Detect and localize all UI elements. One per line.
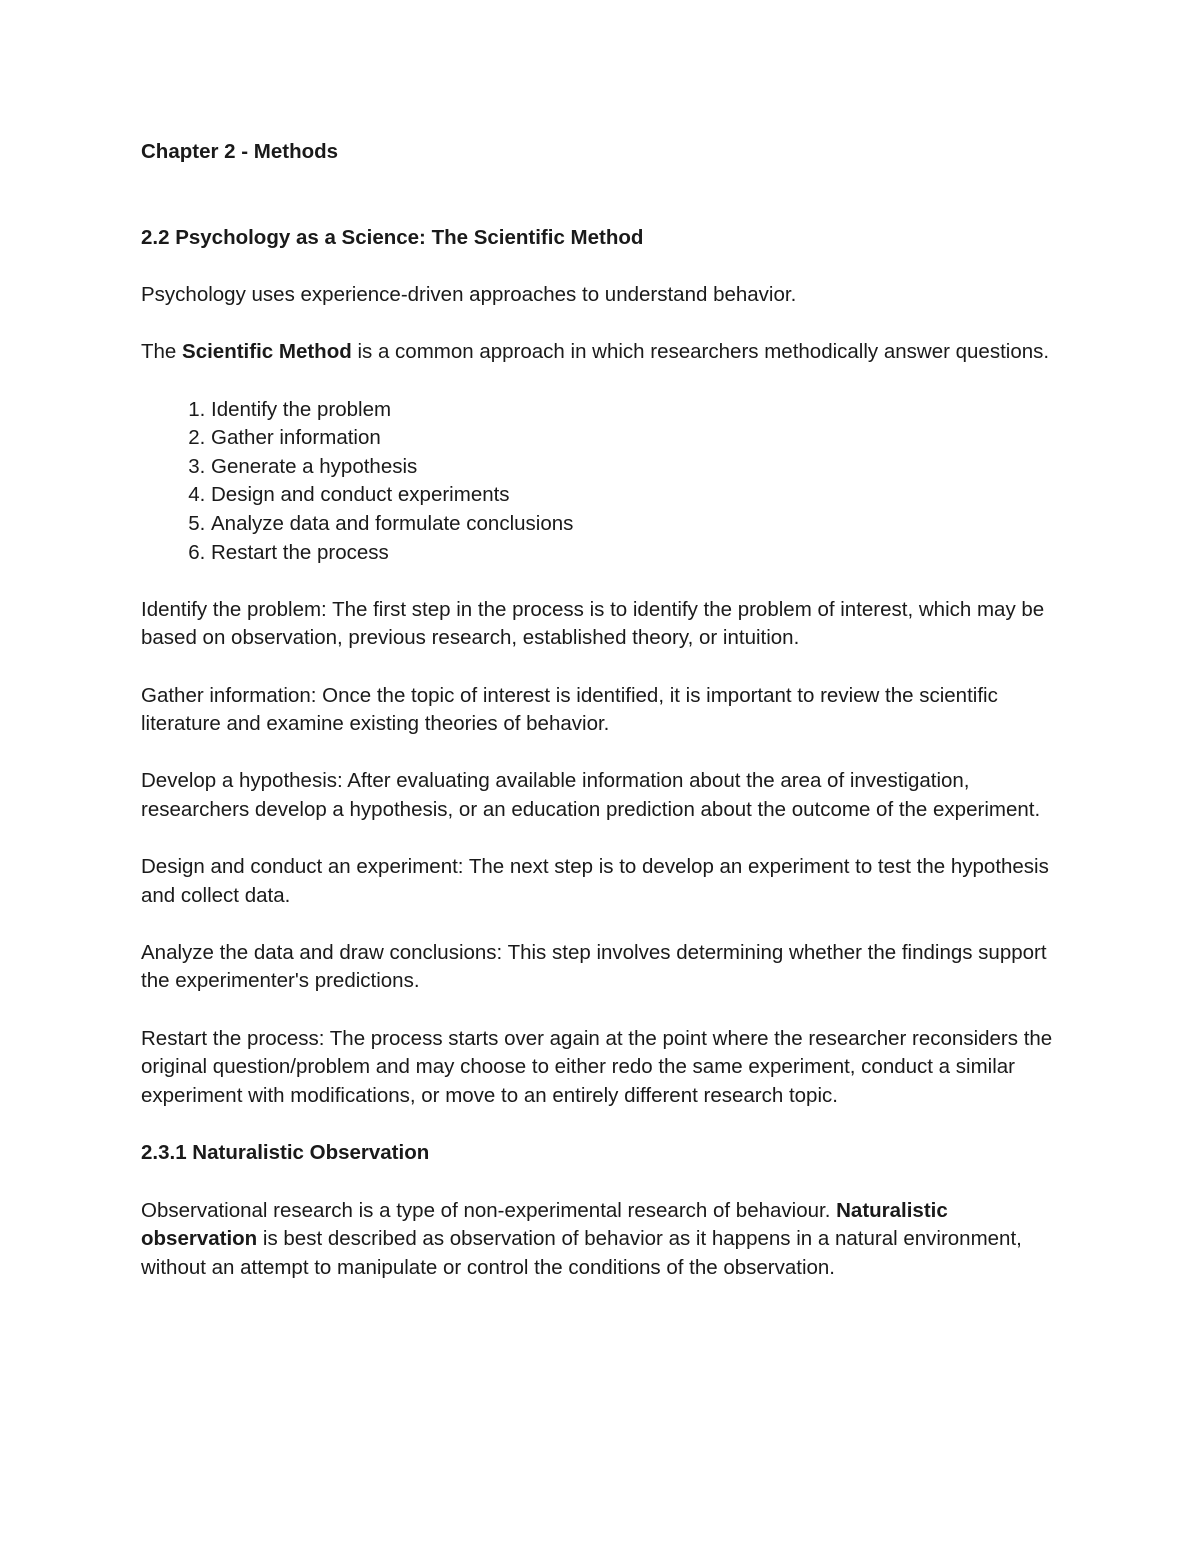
- naturalistic-observation-paragraph: [141, 1197, 1061, 1283]
- sm-pre-text: The: [141, 340, 183, 364]
- paragraph-analyze-data: Analyze the data and draw conclusions: This step involves determining whether the findings support the experimenter's predictions.: [141, 940, 1047, 993]
- intro-paragraph: Psychology uses experience-driven approaches to understand behavior.: [141, 283, 797, 307]
- paragraph-identify-problem: Identify the problem: The first step in the process is to identify the problem of interest, which may be based on observation, previous research, established theory, or intuition.: [141, 597, 1045, 650]
- chapter-title: Chapter 2 - Methods: [141, 140, 339, 163]
- list-item: 4. Design and conduct experiments: [211, 481, 1061, 510]
- scientific-method-paragraph: [141, 338, 1061, 367]
- sm-post-text: is a common approach in which researchers methodically answer questions.: [351, 340, 1050, 364]
- list-item: 2. Gather information: [211, 424, 1061, 453]
- paragraph-gather-information: Gather information: Once the topic of interest is identified, it is important to review the scientific literature and examine existing theories of behavior.: [141, 683, 998, 736]
- list-item: 1. Identify the problem: [211, 396, 1061, 425]
- no-pre-text: Observational research is a type of non-experimental research of behaviour.: [141, 1198, 837, 1222]
- naturalistic-observation-term: Naturalistic observation: [141, 1198, 948, 1251]
- list-item: 5. Analyze data and formulate conclusions: [211, 510, 1061, 539]
- paragraph-restart-process: Restart the process: The process starts over again at the point where the researcher reconsiders the original question/problem and may choose to either redo the same experiment, conduct a similar experiment with modifications, or move to an entirely different research topic.: [141, 1026, 1053, 1107]
- document-page: [141, 138, 1061, 1311]
- paragraph-develop-hypothesis: Develop a hypothesis: After evaluating available information about the area of investigation, researchers develop a hypothesis, or an education prediction about the outcome of the experiment.: [141, 769, 1041, 821]
- scientific-method-term: Scientific Method: [182, 340, 352, 364]
- list-item: 3. Generate a hypothesis: [211, 453, 1061, 482]
- paragraph-design-experiment: Design and conduct an experiment: The next step is to develop an experiment to test the hypothesis and collect data.: [141, 855, 1049, 907]
- no-post-text: is best described as observation of behavior as it happens in a natural environment, without an attempt to manipulate or control the conditions of the observation.: [141, 1227, 1022, 1279]
- list-item: 6. Restart the process: [211, 539, 1061, 568]
- steps-list: [141, 396, 1061, 568]
- section-2-3-1-title: 2.3.1 Naturalistic Observation: [141, 1141, 430, 1164]
- section-2-2-title: 2.2 Psychology as a Science: The Scientific Method: [141, 225, 644, 249]
